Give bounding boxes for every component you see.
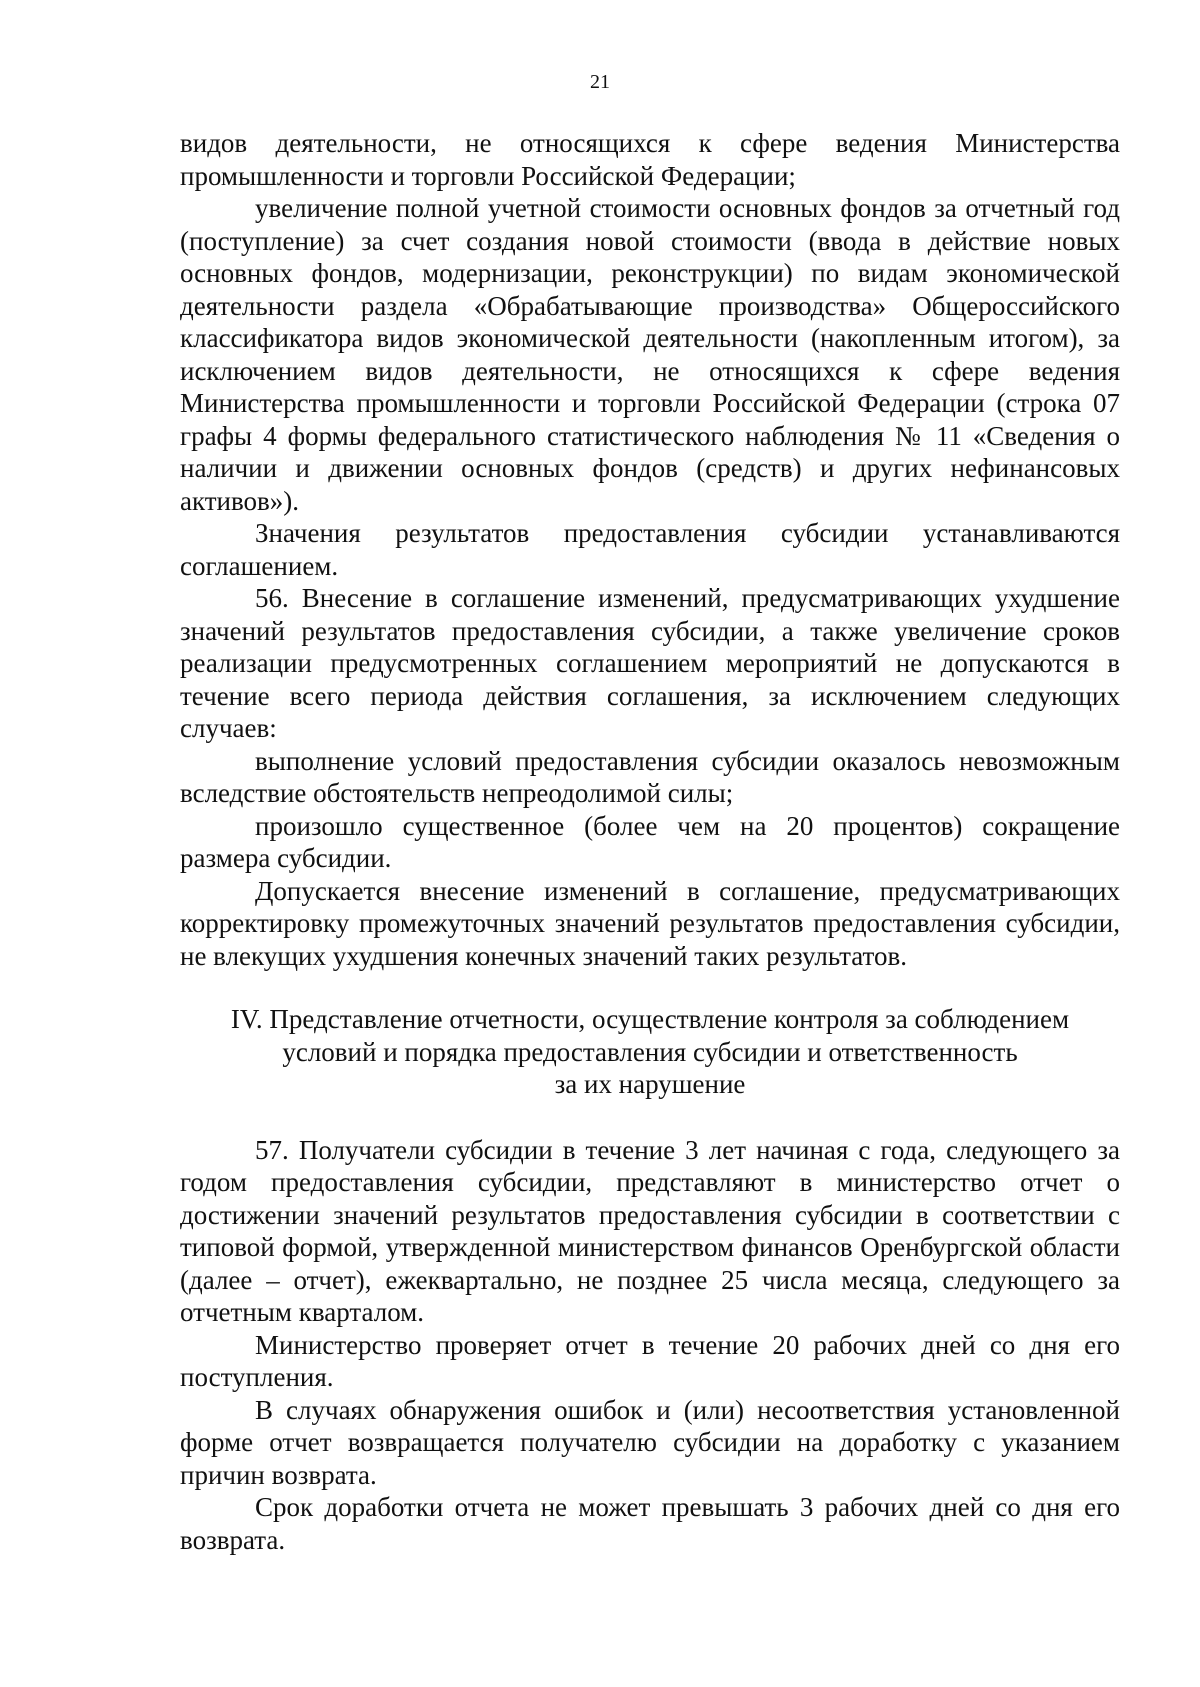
section-heading-line: за их нарушение bbox=[554, 1069, 746, 1099]
paragraph: выполнение условий предоставления субсидии оказалось невозможным вследствие обстоятельств непреодолимой силы; bbox=[180, 745, 1120, 808]
paragraph: видов деятельности, не относящихся к сфере ведения Министерства промышленности и торговли Российской Федерации; bbox=[180, 128, 1120, 191]
paragraph: Допускается внесение изменений в соглашение, предусматривающих корректировку промежуточных значений результатов предоставления субсидии, не влекущих ухудшения конечных значений таких результатов. bbox=[180, 875, 1120, 971]
paragraph: Значения результатов предоставления субсидии устанавливаются соглашением. bbox=[180, 518, 1120, 581]
paragraph: Министерство проверяет отчет в течение 20 рабочих дней со дня его поступления. bbox=[180, 1329, 1120, 1392]
section-heading bbox=[180, 1003, 1120, 1101]
paragraph-item-57: 57. Получатели субсидии в течение 3 лет начиная с года, следующего за годом предоставления субсидии, представляют в министерство отчет о достижении значений результатов предоставления субсидии в соответствии с типовой формой, утвержденной министерством финансов Оренбургской области (далее – отчет), ежеквартально, не позднее 25 числа месяца, следующего за отчетным кварталом. bbox=[180, 1134, 1120, 1327]
document-body bbox=[180, 127, 1120, 1556]
paragraph: увеличение полной учетной стоимости основных фондов за отчетный год (поступление) за счет создания новой стоимости (ввода в действие новых основных фондов, модернизации, реконструкции) по видам экономической деятельности раздела «Обрабатывающие производства» Общероссийского классификатора видов экономической деятельности (накопленным итогом), за исключением видов деятельности, не относящихся к сфере ведения Министерства промышленности и торговли Российской Федерации (строка 07 графы 4 формы федерального статистического наблюдения № 11 «Сведения о наличии и движении основных фондов (средств) и других нефинансовых активов»). bbox=[180, 193, 1120, 516]
paragraph: Срок доработки отчета не может превышать 3 рабочих дней со дня его возврата. bbox=[180, 1492, 1120, 1555]
paragraph: В случаях обнаружения ошибок и (или) несоответствия установленной форме отчет возвращается получателю субсидии на доработку с указанием причин возврата. bbox=[180, 1394, 1120, 1490]
section-heading-line: IV. Представление отчетности, осуществление контроля за соблюдением bbox=[230, 1004, 1070, 1034]
paragraph-item-56: 56. Внесение в соглашение изменений, предусматривающих ухудшение значений результатов предоставления субсидии, а также увеличение сроков реализации предусмотренных соглашением мероприятий не допускаются в течение всего периода действия соглашения, за исключением следующих случаев: bbox=[180, 583, 1120, 743]
paragraph: произошло существенное (более чем на 20 процентов) сокращение размера субсидии. bbox=[180, 810, 1120, 873]
page-number: 21 bbox=[590, 71, 610, 93]
section-heading-line: условий и порядка предоставления субсидии и ответственность bbox=[282, 1036, 1018, 1067]
